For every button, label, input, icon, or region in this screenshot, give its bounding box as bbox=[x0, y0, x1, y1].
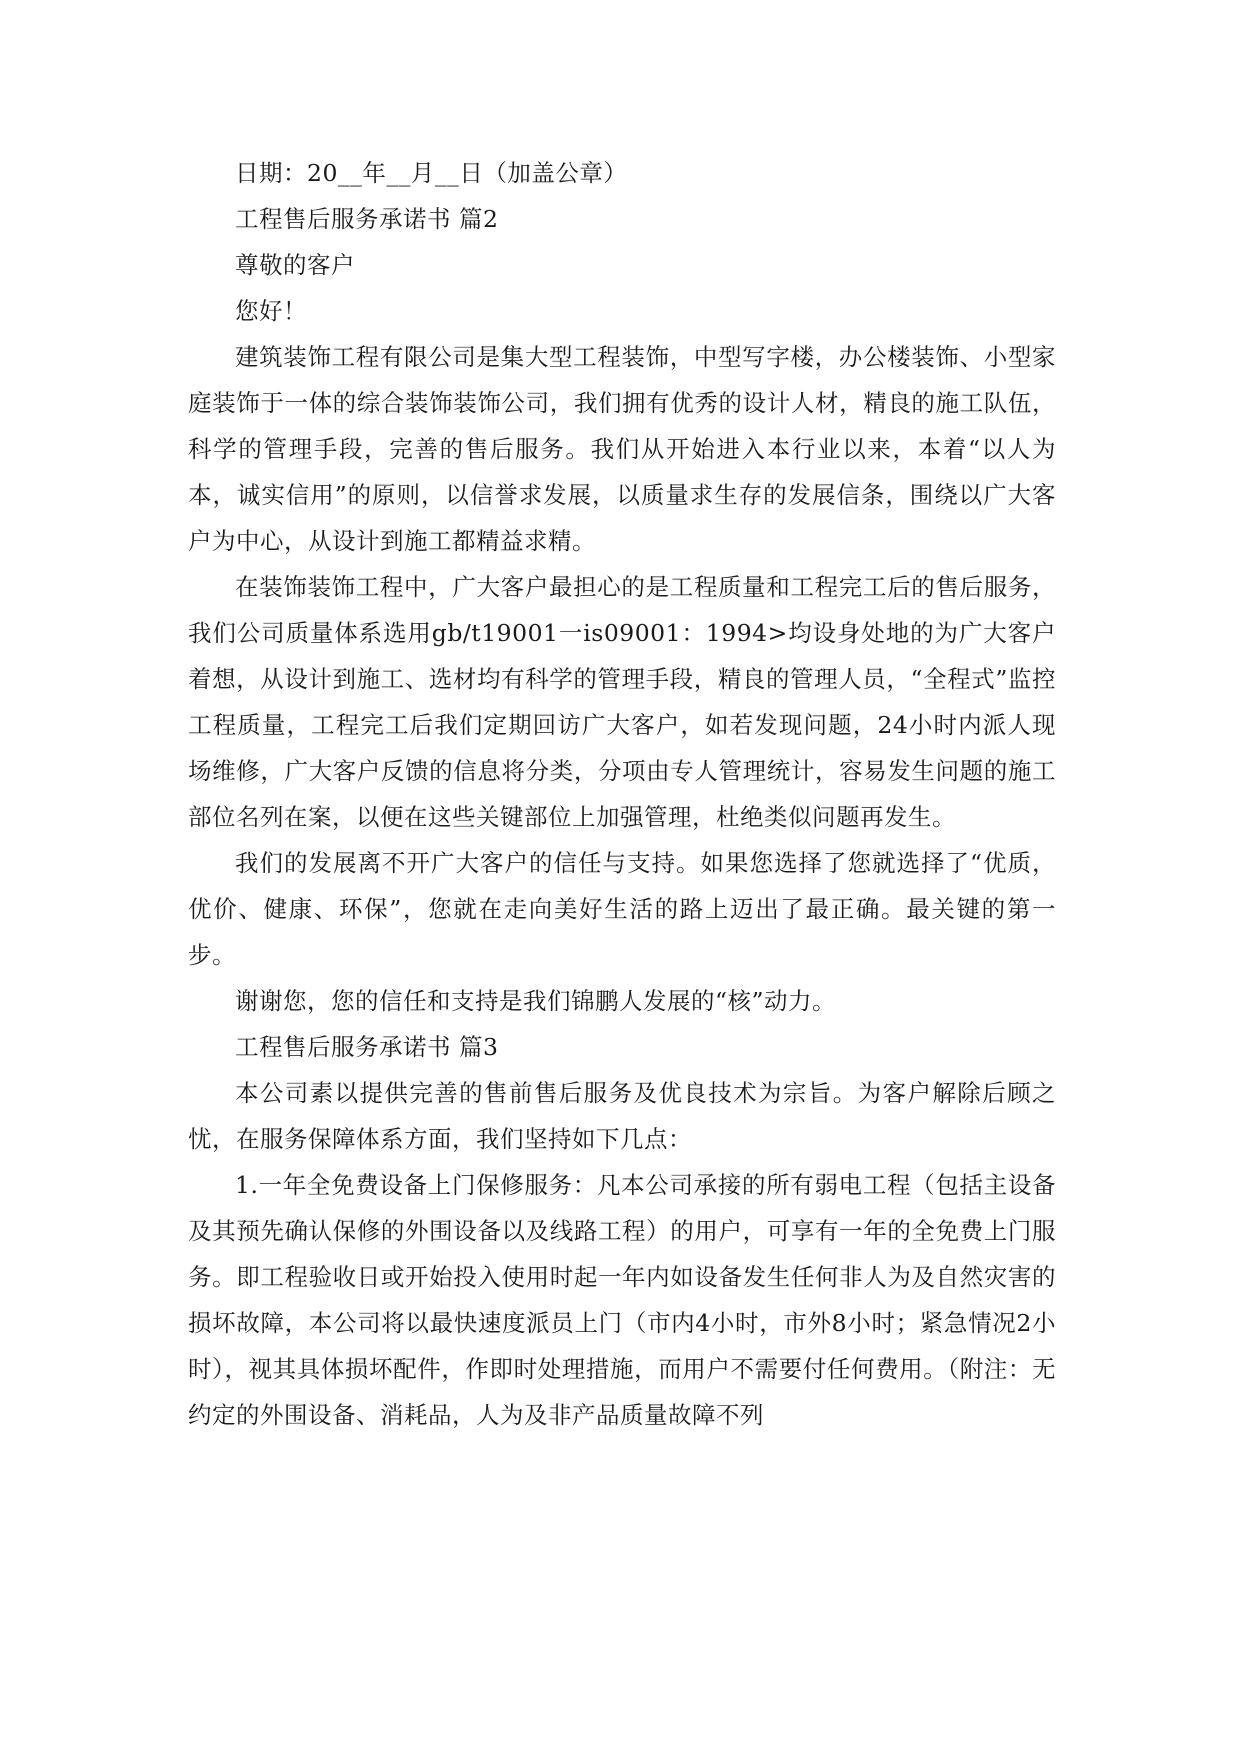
body-paragraph: 建筑装饰工程有限公司是集大型工程装饰，中型写字楼，办公楼装饰、小型家庭装饰于一体的综合装饰装饰公司，我们拥有优秀的设计人材，精良的施工队伍，科学的管理手段，完善的售后服务。我们从开始进入本行业以来，本着“以人为本，诚实信用”的原则，以信誉求发展，以质量求生存的发展信条，围绕以广大客户为中心，从设计到施工都精益求精。 bbox=[188, 343, 1056, 555]
section-heading-3: 工程售后服务承诺书 篇3 bbox=[235, 1033, 499, 1061]
section-heading-2: 工程售后服务承诺书 篇2 bbox=[235, 205, 499, 233]
body-paragraph: 我们的发展离不开广大客户的信任与支持。如果您选择了您就选择了“优质，优价、健康、环保”，您就在走向美好生活的路上迈出了最正确。最关键的第一步。 bbox=[188, 849, 1056, 969]
body-paragraph: 本公司素以提供完善的售前售后服务及优良技术为宗旨。为客户解除后顾之忧，在服务保障体系方面，我们坚持如下几点： bbox=[188, 1079, 1056, 1153]
body-paragraph: 在装饰装饰工程中，广大客户最担心的是工程质量和工程完工后的售后服务，我们公司质量体系选用gb/t19001一is09001：1994>均设身处地的为广大客户着想，从设计到施工、选材均有科学的管理手段，精良的管理人员，“全程式”监控工程质量，工程完工后我们定期回访广大客户，如若发现问题，24小时内派人现场维修，广大客户反馈的信息将分类，分项由专人管理统计，容易发生问题的施工部位名列在案，以便在这些关键部位上加强管理，杜绝类似问题再发生。 bbox=[188, 573, 1056, 831]
numbered-item: 1.一年全免费设备上门保修服务：凡本公司承接的所有弱电工程（包括主设备及其预先确认保修的外围设备以及线路工程）的用户，可享有一年的全免费上门服务。即工程验收日或开始投入使用时起一年内如设备发生任何非人为及自然灾害的损坏故障，本公司将以最快速度派员上门（市内4小时，市外8小时；紧急情况2小时），视其具体损坏配件，作即时处理措施，而用户不需要付任何费用。（附注：无约定的外围设备、消耗品，人为及非产品质量故障不列 bbox=[188, 1171, 1056, 1429]
salutation: 尊敬的客户 bbox=[235, 251, 355, 279]
greeting: 您好！ bbox=[235, 297, 307, 325]
closing-line: 谢谢您，您的信任和支持是我们锦鹏人发展的“核”动力。 bbox=[235, 987, 837, 1015]
document-page bbox=[188, 150, 1056, 1438]
date-line: 日期：20__年__月__日（加盖公章） bbox=[235, 159, 628, 187]
